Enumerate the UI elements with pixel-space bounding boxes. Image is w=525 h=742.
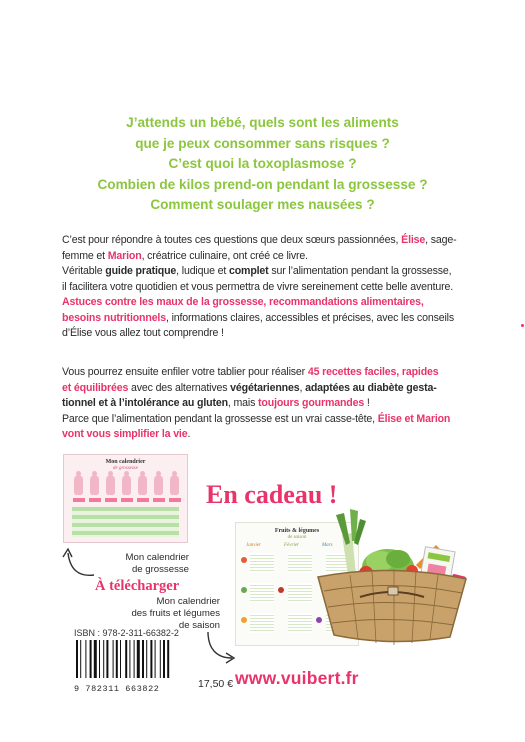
download-heading: À télécharger: [95, 578, 180, 594]
pregnant-figure-icon: [90, 475, 99, 495]
month-marker: [121, 498, 133, 502]
caption-line: Mon calendrier: [156, 596, 220, 607]
pregnant-figure-icon: [138, 475, 147, 495]
publisher-url[interactable]: www.vuibert.fr: [235, 668, 359, 688]
pregnant-figure-icon: [170, 475, 179, 495]
question-line: que je peux consommer sans risques ?: [135, 135, 390, 151]
text: sur l’alimentation pendant la grossesse,: [268, 265, 452, 277]
fruits-calendar-caption: [106, 596, 220, 632]
month-marker: [153, 498, 165, 502]
barcode-bars: [74, 640, 194, 678]
recipes-line: [62, 365, 472, 381]
pregnant-figure-icon: [122, 475, 131, 495]
pregnant-figure-icon: [74, 475, 83, 495]
question-line: Combien de kilos prend-on pendant la grossesse ?: [97, 176, 428, 192]
text: femme et: [62, 249, 108, 262]
text: ,: [299, 381, 306, 394]
author-name-elise: Élise: [401, 234, 426, 246]
text: guide pratique: [105, 265, 177, 277]
text: .: [187, 428, 191, 440]
text: , mais: [227, 397, 259, 409]
text: Véritable: [62, 265, 106, 277]
month-marker: [137, 498, 149, 502]
text: , ludique et: [176, 265, 229, 277]
calendar-thumbnail-title: Mon calendrier: [105, 459, 146, 465]
season-label: Janvier: [246, 543, 261, 548]
vegetable-icon: [241, 587, 247, 593]
caption-line: Mon calendrier: [125, 552, 189, 563]
text: tionnel et à l’intolérance au gluten: [62, 397, 228, 409]
text: Parce que l’alimentation pendant la grossesse est un vrai casse-tête,: [62, 412, 378, 425]
isbn: ISBN : 978-2-311-66382-2: [74, 628, 179, 638]
question-line: Comment soulager mes nausées ?: [150, 197, 375, 212]
season-label: Mars: [322, 543, 333, 548]
month-marker: [105, 498, 117, 502]
question-block: [0, 113, 525, 216]
text: , sage-: [425, 234, 457, 246]
text: adaptées au diabète gesta-: [305, 381, 437, 394]
text: complet: [228, 265, 269, 277]
recipes-line: [62, 381, 472, 397]
curved-arrow-icon: [60, 545, 100, 581]
season-label: Février: [284, 543, 299, 548]
fruit-icon: [278, 587, 284, 593]
month-marker: [169, 498, 181, 502]
intro-paragraph: [62, 233, 472, 342]
calendar-thumbnail-subtitle: de grossesse: [113, 466, 138, 471]
pregnant-figure-icon: [106, 475, 115, 495]
barcode-digits: 9 782311 663822: [74, 684, 160, 694]
edge-mark: [521, 324, 524, 327]
text: 45 recettes faciles, rapides: [307, 366, 439, 378]
text: Vous pourrez ensuite enfiler votre tablier pour réaliser: [62, 366, 308, 378]
text: , informations claires, accessibles et précises, avec les conseils: [165, 311, 455, 324]
intro-line: [62, 233, 472, 249]
caption-line: de grossesse: [131, 564, 189, 575]
text: !: [364, 397, 370, 409]
month-marker: [73, 498, 85, 502]
intro-line: [62, 249, 472, 265]
text: , créatrice culinaire, ont créé ce livre.: [141, 249, 308, 262]
text: besoins nutritionnels: [62, 311, 166, 324]
recipes-line: [62, 396, 472, 412]
text: toujours gourmandes: [258, 397, 365, 409]
poster-title: Fruits & légumes: [274, 528, 320, 534]
poster-list: [250, 613, 274, 633]
poster-list: [250, 553, 274, 573]
intro-line: [62, 264, 472, 280]
poster-list: [250, 583, 274, 603]
text: et équilibrées: [62, 381, 129, 394]
question-line: J’attends un bébé, quels sont les aliments: [126, 115, 399, 130]
month-marker: [89, 498, 101, 502]
text: vont vous simplifier la vie: [62, 428, 188, 440]
gift-heading: En cadeau !: [206, 480, 338, 509]
text: avec des alternatives: [128, 381, 231, 394]
price: 17,50 €: [198, 678, 234, 690]
recipes-line: [62, 427, 472, 443]
basket-illustration: [300, 505, 476, 647]
pregnancy-calendar-thumbnail: [63, 454, 188, 543]
poster-subtitle: de saison: [287, 535, 307, 540]
calendar-table: [72, 507, 179, 537]
recipes-paragraph: [62, 365, 472, 443]
caption-line: des fruits et légumes: [131, 608, 220, 619]
author-name-marion: Marion: [107, 249, 142, 262]
text: C’est pour répondre à toutes ces questions que deux sœurs passionnées,: [62, 234, 402, 246]
intro-line: [62, 311, 472, 327]
question-line: C’est quoi la toxoplasmose ?: [168, 156, 357, 171]
pregnant-figure-icon: [154, 475, 163, 495]
fruit-icon: [241, 617, 247, 623]
barcode: [74, 640, 194, 694]
intro-line: Astuces contre les maux de la grossesse, recommandations alimentaires,: [62, 296, 424, 308]
text: Élise et Marion: [377, 412, 451, 425]
intro-line: il facilitera votre quotidien et vous permettra de vivre sereinement cette belle aventure.: [62, 280, 454, 293]
caption-line: de saison: [178, 620, 220, 631]
fruit-icon: [241, 557, 247, 563]
intro-line: d’Élise vous allez tout comprendre !: [62, 327, 224, 339]
recipes-line: [62, 412, 472, 428]
text: végétariennes: [230, 381, 300, 394]
